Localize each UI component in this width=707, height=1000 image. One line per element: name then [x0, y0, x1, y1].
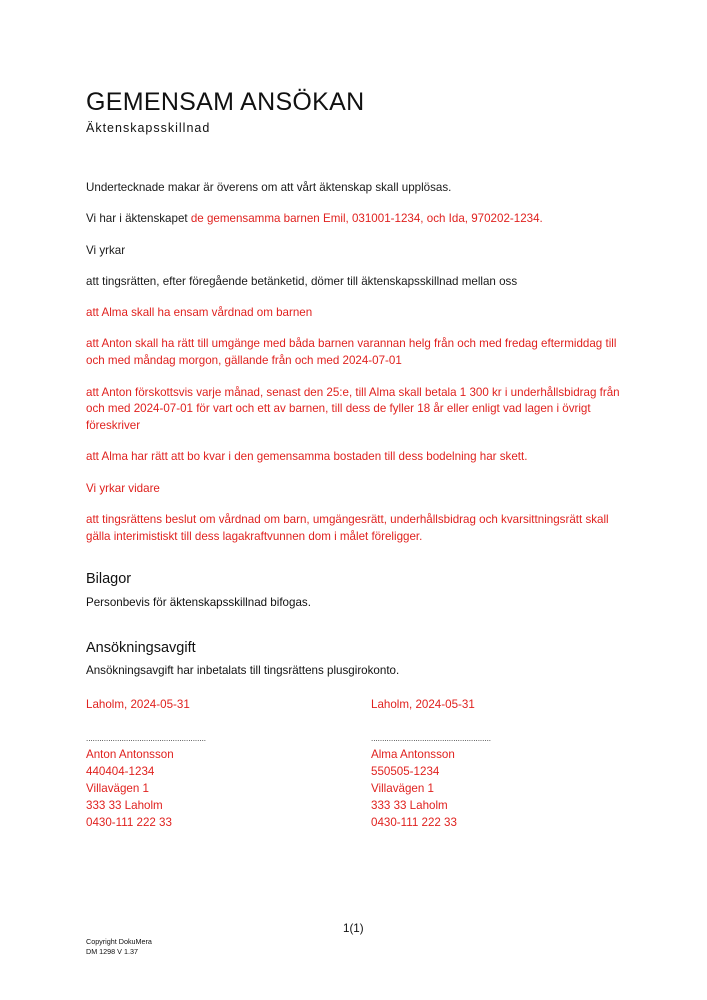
page-number: 1(1) [343, 922, 364, 935]
intro-paragraph: Undertecknade makar är överens om att vårt äktenskap skall upplösas. [86, 181, 452, 194]
signature-block-alma [371, 696, 631, 831]
claim-housing: att Alma har rätt att bo kvar i den gemensamma bostaden till dess bodelning har skett. [86, 450, 528, 464]
signatory-name: Alma Antonsson [371, 748, 455, 761]
children-paragraph [86, 211, 626, 228]
signatory-phone: 0430-111 222 33 [371, 816, 457, 829]
version-text: DM 1298 V 1.37 [86, 946, 138, 956]
signature-block-anton [86, 696, 346, 831]
claim-access: att Anton skall ha rätt till umgänge med båda barnen varannan helg från och med fredag eftermiddag till och med måndag morgon, gällande från och med 2024-07-01 [86, 337, 617, 368]
children-prefix: Vi har i äktenskapet [86, 212, 188, 226]
copyright-footer [86, 937, 152, 956]
claim-custody: att Alma skall ha ensam vårdnad om barnen [86, 306, 313, 320]
signatory-phone: 0430-111 222 33 [86, 816, 172, 829]
claims-heading: Vi yrkar [86, 243, 126, 257]
attachments-text: Personbevis för äktenskapsskillnad bifogas. [86, 596, 311, 609]
fee-heading: Ansökningsavgift [86, 640, 196, 656]
signatory-id-number: 440404-1234 [86, 765, 155, 778]
fee-text: Ansökningsavgift har inbetalats till tingsrättens plusgirokonto. [86, 664, 400, 677]
document-title: GEMENSAM ANSÖKAN [86, 88, 365, 116]
document-body [86, 180, 626, 560]
further-claims-heading: Vi yrkar vidare [86, 481, 160, 495]
copyright-text: Copyright DokuMera [86, 937, 152, 946]
claim-support: att Anton förskottsvis varje månad, senast den 25:e, till Alma skall betala 1 300 kr i underhållsbidrag från och med 2024-07-01 för vart och ett av barnen, till dess de fyller 18 år eller enligt vad lagen i övrigt föreskriver [86, 385, 620, 433]
claim-divorce: att tingsrätten, efter föregående betänketid, dömer till äktenskapsskillnad mellan oss [86, 274, 518, 288]
attachments-heading: Bilagor [86, 571, 132, 587]
children-details: de gemensamma barnen Emil, 031001-1234, och Ida, 970202-1234. [190, 212, 543, 226]
signatory-street: Villavägen 1 [371, 782, 434, 795]
signature-place-date: Laholm, 2024-05-31 [371, 698, 475, 711]
signatory-postal: 333 33 Laholm [371, 799, 448, 812]
signature-line: ...................................................... [86, 734, 207, 743]
signatory-id-number: 550505-1234 [371, 765, 440, 778]
signatory-name: Anton Antonsson [86, 748, 174, 761]
document-subtitle: Äktenskapsskillnad [86, 121, 211, 135]
signatory-postal: 333 33 Laholm [86, 799, 163, 812]
signature-place-date: Laholm, 2024-05-31 [86, 698, 190, 711]
claim-interim: att tingsrättens beslut om vårdnad om barn, umgängesrätt, underhållsbidrag och kvarsittningsrätt skall gälla interimistiskt till dess lagakraftvunnen dom i målet föreligger. [86, 513, 609, 543]
signatory-street: Villavägen 1 [86, 782, 149, 795]
signature-line: ...................................................... [371, 734, 492, 743]
